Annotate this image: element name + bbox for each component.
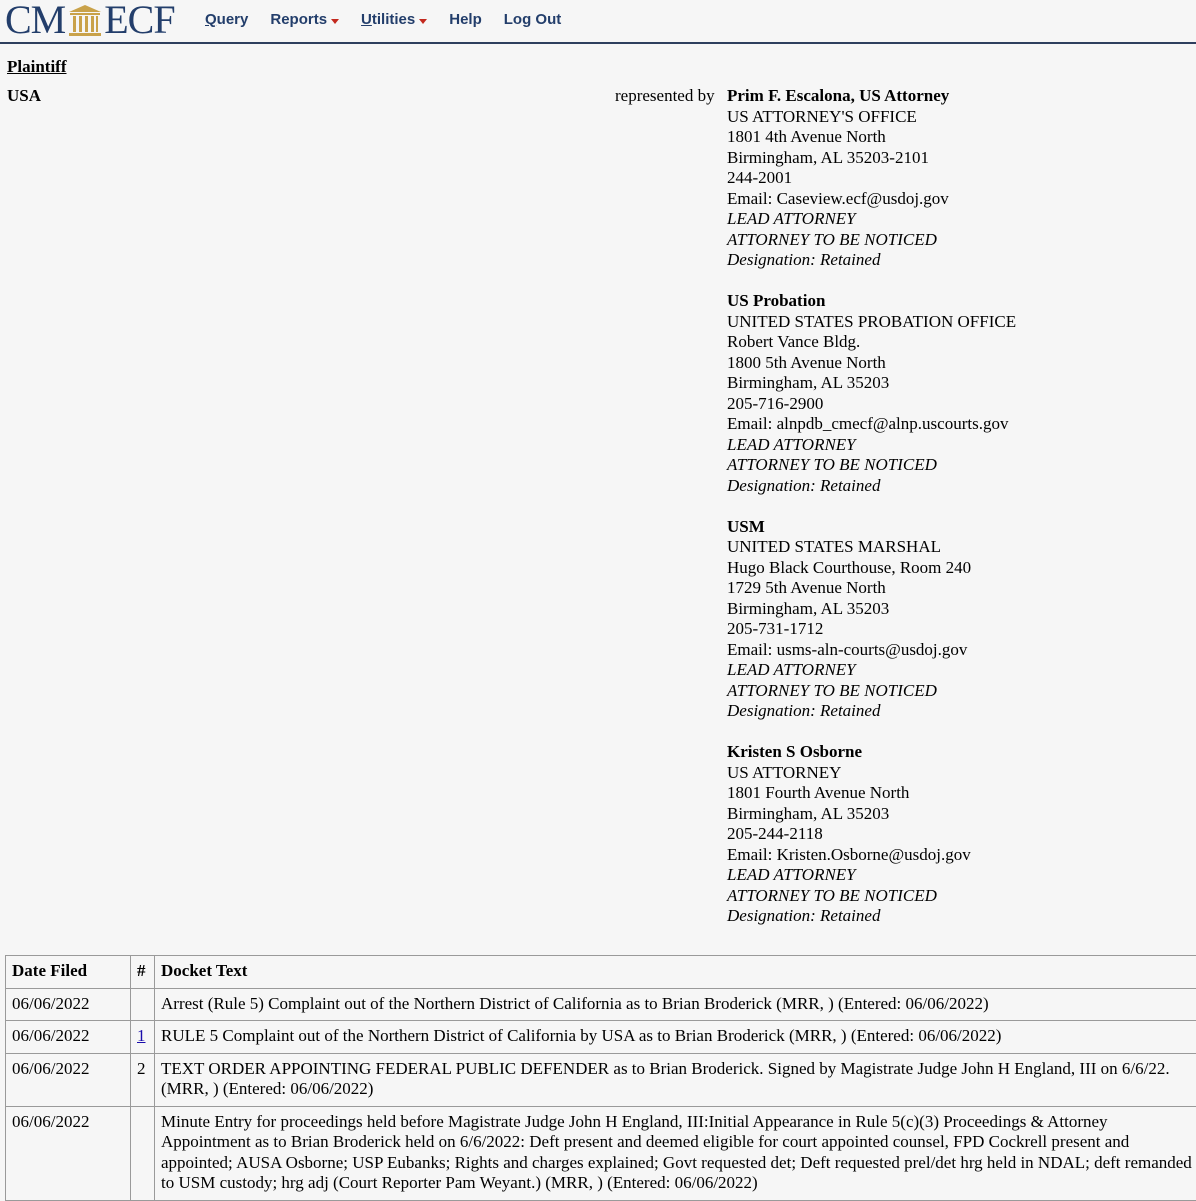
docket-table: [5, 955, 1196, 1201]
attorney-flag-notice: ATTORNEY TO BE NOTICED: [727, 455, 1187, 476]
caret-down-icon: [419, 19, 427, 24]
table-row: [6, 1021, 1196, 1054]
attorney-block: [727, 86, 1187, 271]
menu-help-label: Help: [449, 11, 482, 28]
attorney-city: Birmingham, AL 35203: [727, 373, 1187, 394]
cell-docket-text: Minute Entry for proceedings held before Magistrate Judge John H England, III:Initial Appearance in Rule 5(c)(3) Proceedings & Attorney Appointment as to Brian Broderick held on 6/6/2022: Deft present and deemed eligible for court appointed counsel, FPD Cockrell present and appointed; AUSA Osborne; USP Eubanks; Rights and charges explained; Govt requested det; Deft requested prel/det hrg held in NDAL; deft remanded to USM custody; hrg adj (Court Reporter Pam Weyant.) (MRR, ) (Entered: 06/06/2022): [155, 1106, 1196, 1200]
table-row: [6, 1106, 1196, 1200]
menu-utilities-accesskey: U: [361, 11, 372, 28]
menu-query-accesskey: Q: [205, 11, 217, 28]
cell-date-filed: 06/06/2022: [6, 1106, 131, 1200]
attorney-designation: Designation: Retained: [727, 476, 1187, 497]
attorney-flag-lead: LEAD ATTORNEY: [727, 209, 1187, 230]
attorney-office: US ATTORNEY'S OFFICE: [727, 107, 1187, 128]
attorney-address: 1800 5th Avenue North: [727, 353, 1187, 374]
cell-number: [131, 1106, 155, 1200]
attorney-flag-lead: LEAD ATTORNEY: [727, 660, 1187, 681]
attorney-designation: Designation: Retained: [727, 701, 1187, 722]
attorney-name: Prim F. Escalona, US Attorney: [727, 86, 1187, 107]
attorney-phone: 205-731-1712: [727, 619, 1187, 640]
attorney-flag-lead: LEAD ATTORNEY: [727, 865, 1187, 886]
attorney-city: Birmingham, AL 35203: [727, 599, 1187, 620]
attorney-phone: 205-244-2118: [727, 824, 1187, 845]
docket-header-row: [6, 956, 1196, 989]
attorney-address: 1729 5th Avenue North: [727, 578, 1187, 599]
main-menu: [205, 11, 561, 28]
attorney-email: Email: usms-aln-courts@usdoj.gov: [727, 640, 1187, 661]
attorney-city: Birmingham, AL 35203-2101: [727, 148, 1187, 169]
cmecf-logo[interactable]: [5, 0, 175, 40]
attorney-flag-notice: ATTORNEY TO BE NOTICED: [727, 230, 1187, 251]
attorney-name: US Probation: [727, 291, 1187, 312]
attorney-block: [727, 742, 1187, 927]
attorney-office: UNITED STATES PROBATION OFFICE: [727, 312, 1187, 333]
caret-down-icon: [331, 19, 339, 24]
attorney-address: 1801 4th Avenue North: [727, 127, 1187, 148]
column-header-docket-text: Docket Text: [155, 956, 1196, 989]
attorney-flag-notice: ATTORNEY TO BE NOTICED: [727, 886, 1187, 907]
courthouse-icon: [67, 3, 103, 37]
cell-docket-text: RULE 5 Complaint out of the Northern District of California by USA as to Brian Broderick (MRR, ) (Entered: 06/06/2022): [155, 1021, 1196, 1054]
menu-query-label: uery: [217, 11, 249, 28]
represented-by-label: represented by: [615, 86, 715, 106]
menu-log-out[interactable]: [504, 11, 561, 28]
attorney-list: [727, 86, 1187, 947]
menu-utilities[interactable]: [361, 11, 427, 28]
attorney-address: 1801 Fourth Avenue North: [727, 783, 1187, 804]
party-type-heading: Plaintiff: [7, 57, 67, 77]
logo-text-ecf: ECF: [104, 0, 174, 40]
menu-log-out-label: Log Out: [504, 11, 561, 28]
menu-utilities-label: tilities: [372, 11, 415, 28]
cell-date-filed: 06/06/2022: [6, 1021, 131, 1054]
attorney-email: Email: Kristen.Osborne@usdoj.gov: [727, 845, 1187, 866]
party-name: USA: [7, 86, 41, 106]
cell-number: [131, 1021, 155, 1054]
attorney-flag-notice: ATTORNEY TO BE NOTICED: [727, 681, 1187, 702]
attorney-designation: Designation: Retained: [727, 906, 1187, 927]
attorney-building: Robert Vance Bldg.: [727, 332, 1187, 353]
attorney-email: Email: alnpdb_cmecf@alnp.uscourts.gov: [727, 414, 1187, 435]
attorney-name: USM: [727, 517, 1187, 538]
attorney-email: Email: Caseview.ecf@usdoj.gov: [727, 189, 1187, 210]
cell-date-filed: 06/06/2022: [6, 988, 131, 1021]
attorney-office: UNITED STATES MARSHAL: [727, 537, 1187, 558]
attorney-phone: 205-716-2900: [727, 394, 1187, 415]
attorney-building: Hugo Black Courthouse, Room 240: [727, 558, 1187, 579]
attorney-name: Kristen S Osborne: [727, 742, 1187, 763]
attorney-city: Birmingham, AL 35203: [727, 804, 1187, 825]
table-row: [6, 988, 1196, 1021]
attorney-block: [727, 291, 1187, 496]
column-header-number: #: [131, 956, 155, 989]
attorney-block: [727, 517, 1187, 722]
cell-date-filed: 06/06/2022: [6, 1053, 131, 1106]
menu-reports[interactable]: [270, 11, 339, 28]
attorney-office: US ATTORNEY: [727, 763, 1187, 784]
cell-docket-text: TEXT ORDER APPOINTING FEDERAL PUBLIC DEFENDER as to Brian Broderick. Signed by Magistrate Judge John H England, III on 6/6/22. (MRR, ) (Entered: 06/06/2022): [155, 1053, 1196, 1106]
document-link[interactable]: 1: [137, 1026, 146, 1045]
top-navbar: [0, 0, 1196, 44]
menu-query[interactable]: [205, 11, 248, 28]
column-header-date-filed: Date Filed: [6, 956, 131, 989]
menu-reports-label: Reports: [270, 11, 327, 28]
cell-number: 2: [131, 1053, 155, 1106]
attorney-designation: Designation: Retained: [727, 250, 1187, 271]
attorney-phone: 244-2001: [727, 168, 1187, 189]
menu-help[interactable]: [449, 11, 482, 28]
attorney-flag-lead: LEAD ATTORNEY: [727, 435, 1187, 456]
cell-number: [131, 988, 155, 1021]
table-row: [6, 1053, 1196, 1106]
cell-docket-text: Arrest (Rule 5) Complaint out of the Northern District of California as to Brian Broderick (MRR, ) (Entered: 06/06/2022): [155, 988, 1196, 1021]
logo-text-cm: CM: [5, 0, 65, 40]
